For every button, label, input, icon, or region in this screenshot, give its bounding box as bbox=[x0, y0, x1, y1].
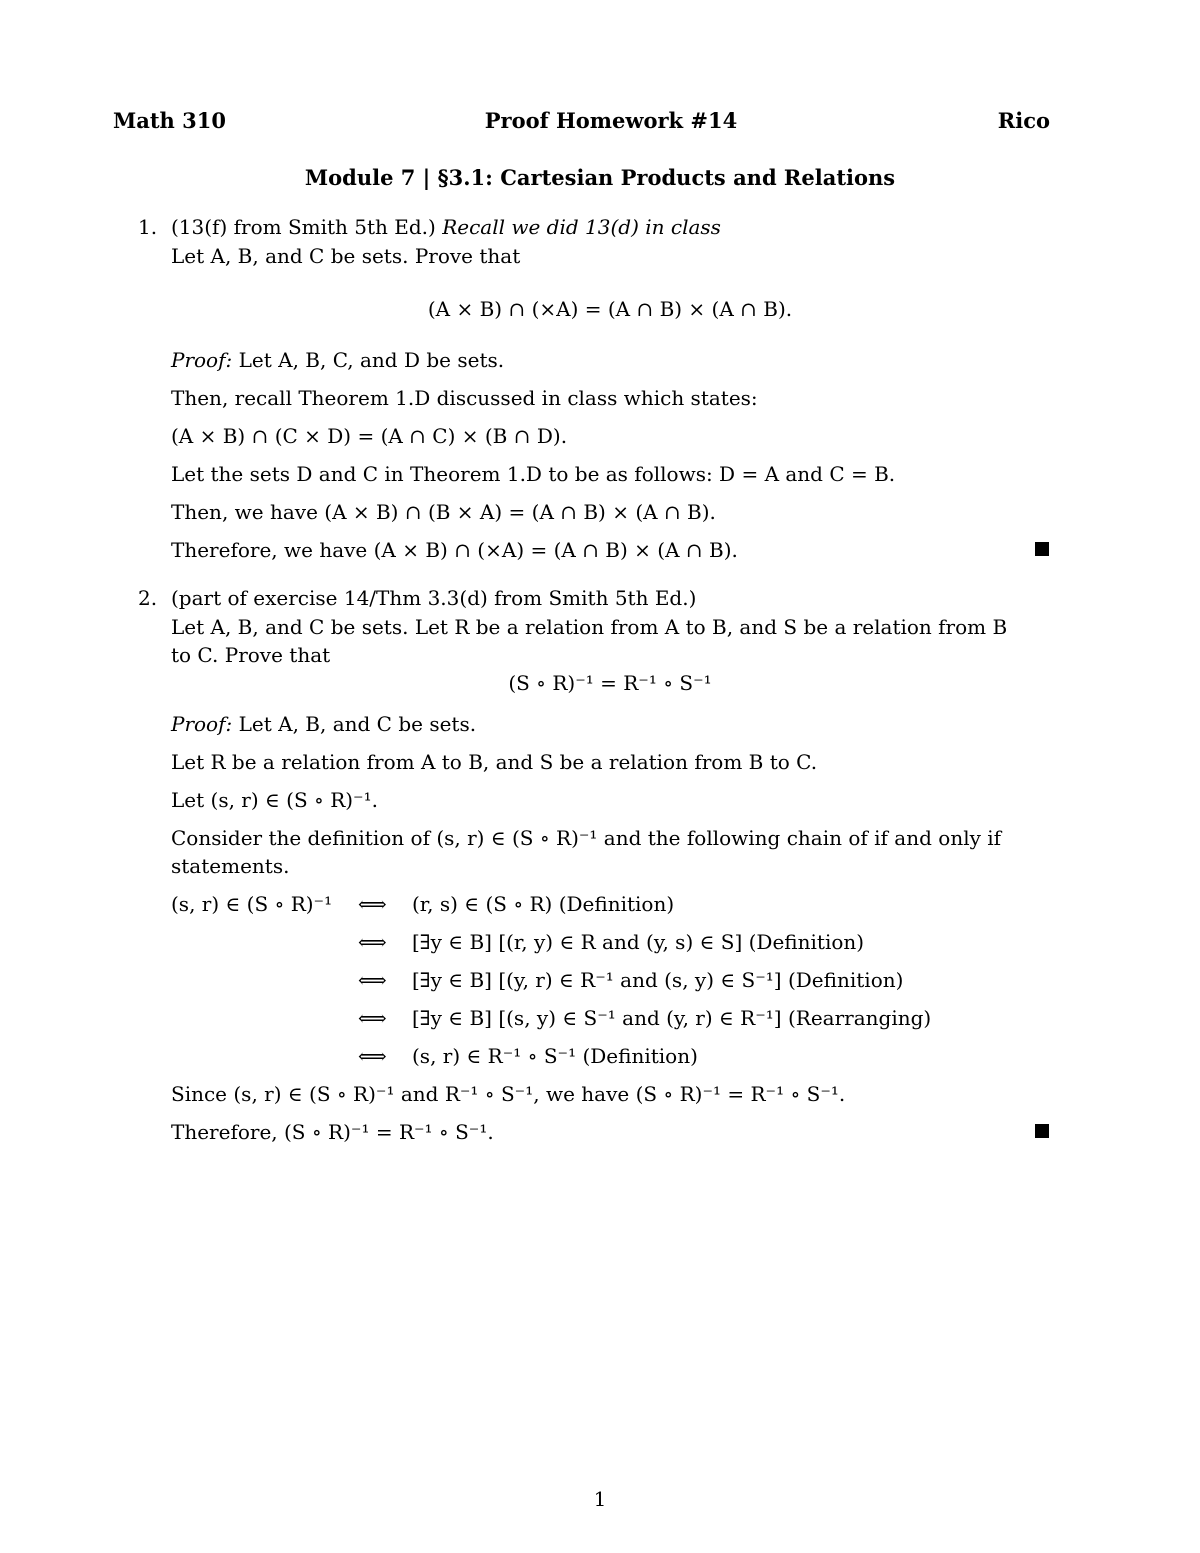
iff-symbol: ⟺ bbox=[358, 1006, 387, 1030]
proof-text: Let A, B, and C be sets. bbox=[238, 712, 477, 736]
proof-line: Therefore, we have (A × B) ∩ (×A) = (A ∩ B) × (A ∩ B). bbox=[171, 538, 738, 562]
proof-line: Then, we have (A × B) ∩ (B × A) = (A ∩ B) × (A ∩ B). bbox=[171, 500, 716, 524]
document-title: Proof Homework #14 bbox=[484, 108, 738, 133]
proof-line: Let the sets D and C in Theorem 1.D to be as follows: D = A and C = B. bbox=[171, 462, 896, 486]
iff-symbol: ⟺ bbox=[358, 892, 387, 916]
chain-lhs: (s, r) ∈ (S ∘ R)⁻¹ bbox=[171, 892, 333, 916]
proof-line: Since (s, r) ∈ (S ∘ R)⁻¹ and R⁻¹ ∘ S⁻¹, we have (S ∘ R)⁻¹ = R⁻¹ ∘ S⁻¹. bbox=[171, 1082, 846, 1106]
course-label: Math 310 bbox=[113, 108, 226, 133]
section-title: Module 7 | §3.1: Cartesian Products and Relations bbox=[304, 165, 896, 190]
problem-source: (part of exercise 14/Thm 3.3(d) from Smith 5th Ed.) bbox=[171, 586, 697, 610]
chain-step: (s, r) ∈ R⁻¹ ∘ S⁻¹ (Definition) bbox=[412, 1044, 698, 1068]
chain-step: (r, s) ∈ (S ∘ R) (Definition) bbox=[412, 892, 675, 916]
proof-line: Let (s, r) ∈ (S ∘ R)⁻¹. bbox=[171, 788, 378, 812]
chain-step: [∃y ∈ B] [(y, r) ∈ R⁻¹ and (s, y) ∈ S⁻¹] (Definition) bbox=[412, 968, 904, 992]
display-equation: (S ∘ R)⁻¹ = R⁻¹ ∘ S⁻¹ bbox=[508, 671, 712, 695]
page-number: 1 bbox=[593, 1487, 607, 1511]
proof-line bbox=[171, 714, 476, 734]
proof-line: statements. bbox=[171, 854, 290, 878]
qed-square-icon bbox=[1035, 542, 1049, 556]
proof-line: Then, recall Theorem 1.D discussed in class which states: bbox=[171, 386, 758, 410]
problem-statement: to C. Prove that bbox=[171, 643, 331, 667]
problem-source bbox=[171, 217, 721, 237]
proof-line: Let R be a relation from A to B, and S be a relation from B to C. bbox=[171, 750, 818, 774]
iff-symbol: ⟺ bbox=[358, 1044, 387, 1068]
problem-source-text: (13(f) from Smith 5th Ed.) bbox=[171, 215, 436, 239]
problem-note: Recall we did 13(d) in class bbox=[442, 215, 721, 239]
proof-text: Let A, B, C, and D be sets. bbox=[238, 348, 505, 372]
proof-line bbox=[171, 350, 504, 370]
proof-line: Consider the definition of (s, r) ∈ (S ∘ R)⁻¹ and the following chain of if and only if bbox=[171, 826, 1002, 850]
proof-label: Proof: bbox=[171, 348, 233, 372]
iff-symbol: ⟺ bbox=[358, 968, 387, 992]
problem-number: 1. bbox=[138, 215, 158, 239]
problem-statement: Let A, B, and C be sets. Let R be a relation from A to B, and S be a relation from B bbox=[171, 615, 1008, 639]
problem-number: 2. bbox=[138, 586, 158, 610]
proof-line: Therefore, (S ∘ R)⁻¹ = R⁻¹ ∘ S⁻¹. bbox=[171, 1120, 494, 1144]
chain-step: [∃y ∈ B] [(r, y) ∈ R and (y, s) ∈ S] (Definition) bbox=[412, 930, 865, 954]
display-equation: (A × B) ∩ (×A) = (A ∩ B) × (A ∩ B). bbox=[427, 297, 793, 321]
iff-symbol: ⟺ bbox=[358, 930, 387, 954]
qed-square-icon bbox=[1035, 1124, 1049, 1138]
problem-statement: Let A, B, and C be sets. Prove that bbox=[171, 244, 521, 268]
author-name: Rico bbox=[997, 108, 1050, 133]
chain-step: [∃y ∈ B] [(s, y) ∈ S⁻¹ and (y, r) ∈ R⁻¹] (Rearranging) bbox=[412, 1006, 932, 1030]
proof-line: (A × B) ∩ (C × D) = (A ∩ C) × (B ∩ D). bbox=[171, 424, 568, 448]
proof-label: Proof: bbox=[171, 712, 233, 736]
